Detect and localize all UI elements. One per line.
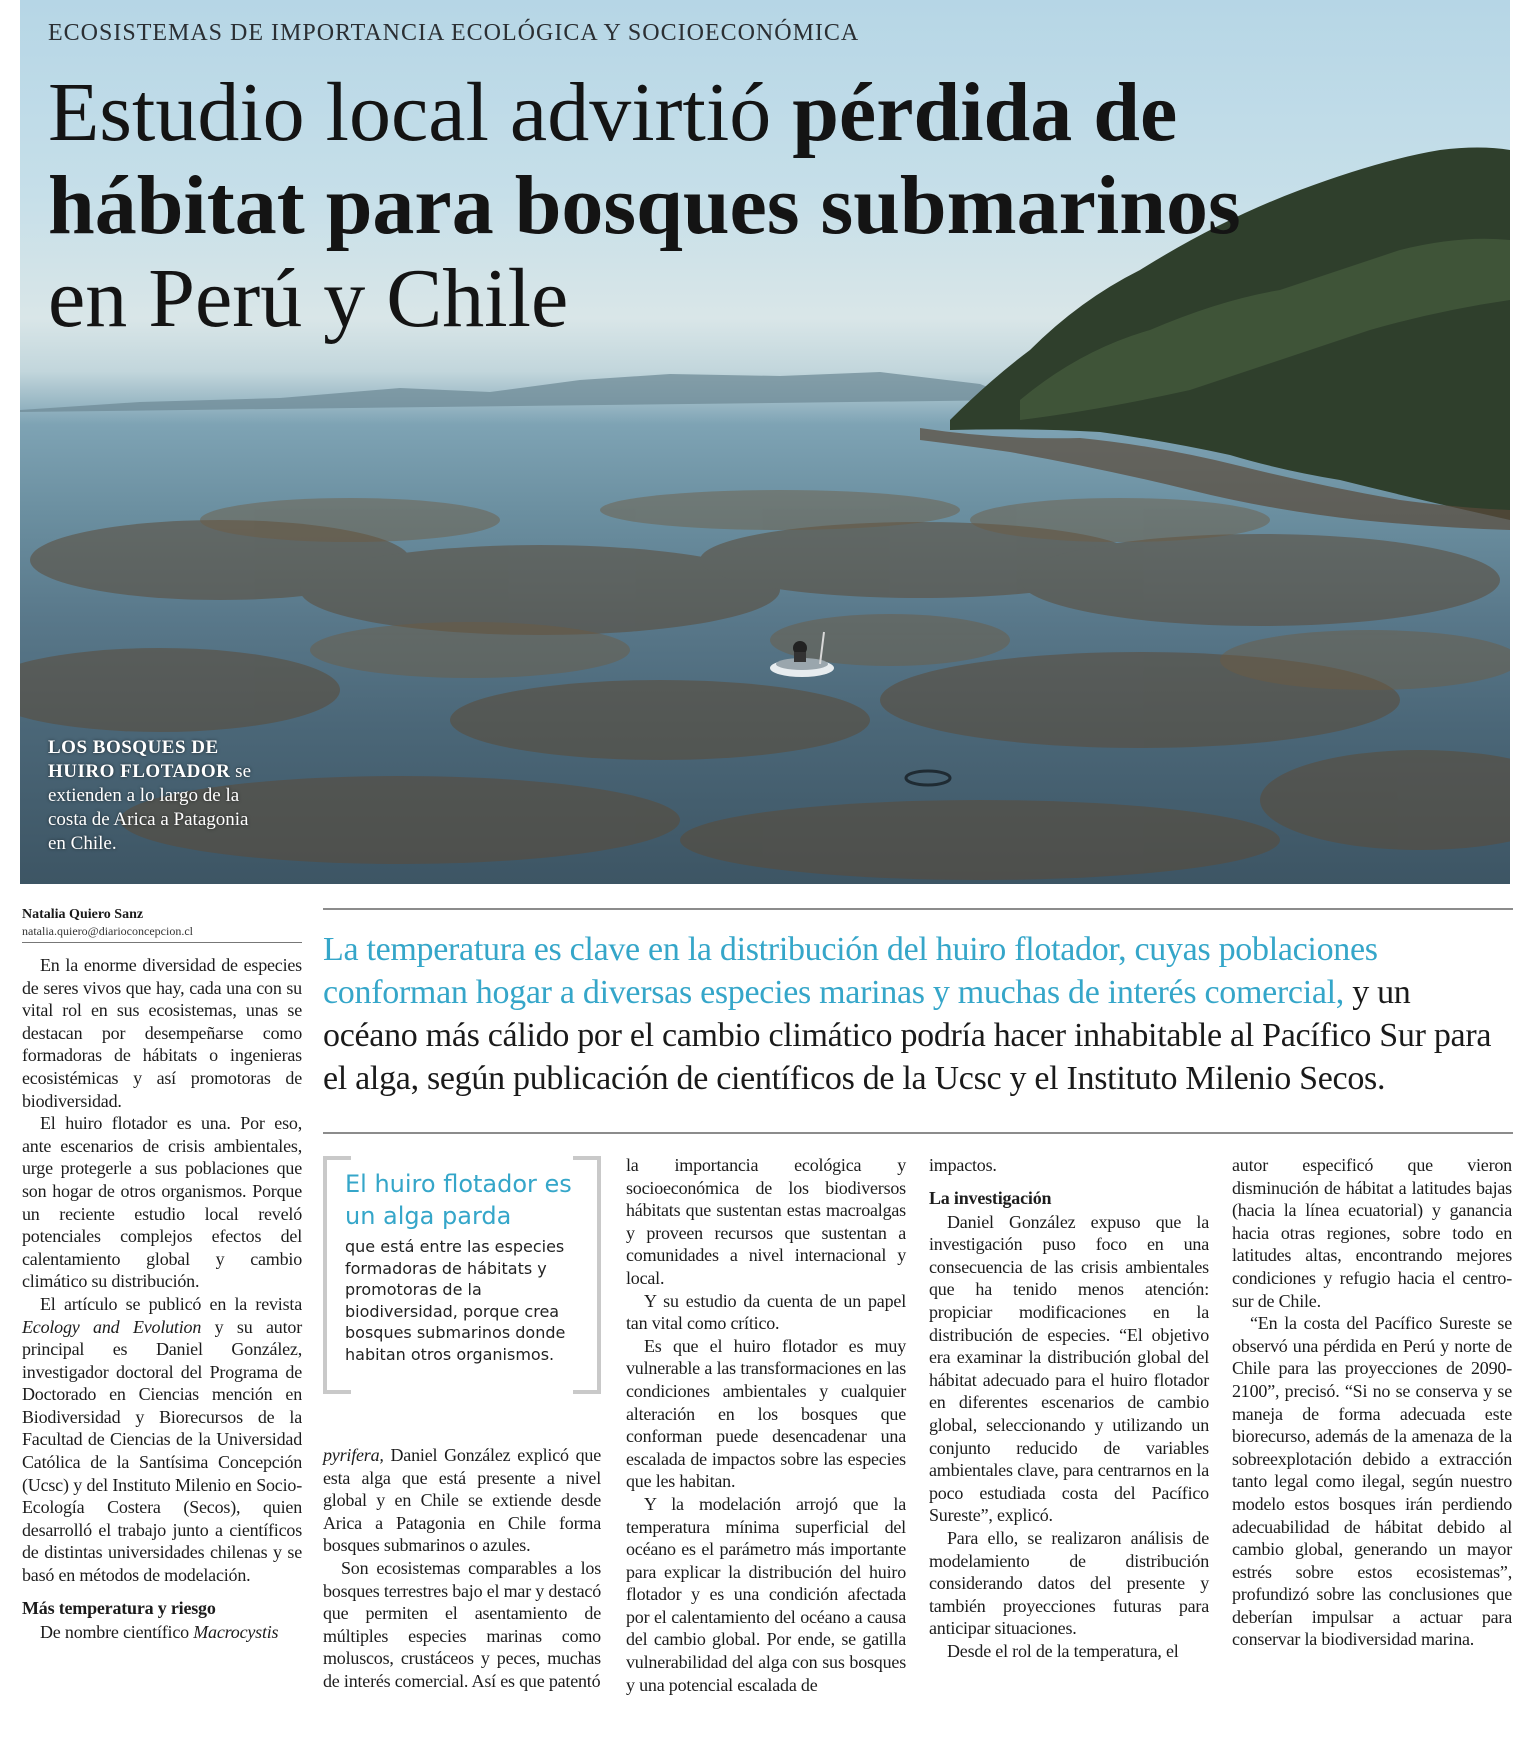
headline-part-1: Estudio local advirtió: [48, 66, 793, 159]
photo-caption-lead: LOS BOSQUES DE HUIRO FLOTADOR: [48, 737, 231, 782]
paragraph: Daniel González expuso que la investigación puso foco en una consecuencia de las crisis ambientales que ha tenido menos atención: propiciar modificaciones en la distribución de especies. “El objetivo era examinar la distribución global del hábitat adecuado para el huiro flotador en diferentes escenarios de cambio global, seleccionando y utilizando un conjunto reducido de variables ambientales clave, para centrarnos en la poco estudiada costa del Pacífico Sureste”, explicó.: [929, 1211, 1209, 1526]
paragraph: Y la modelación arrojó que la temperatura mínima superficial del océano es el parámetro más importante para explicar la distribución del huiro flotador y es una condición afectada por el calentamiento del océano a causa del cambio global. Por ende, se gatilla vulnerabilidad del alga con sus bosques y una potencial escalada de: [626, 1493, 906, 1695]
photo-caption-rest: se extienden a lo largo de la costa de Arica a Patagonia en Chile.: [48, 761, 251, 854]
paragraph: Desde el rol de la temperatura, el: [947, 1640, 1179, 1661]
journal-name: Ecology and Evolution: [22, 1316, 202, 1337]
paragraph: Es que el huiro flotador es muy vulnerable a las transformaciones en las condiciones ambientales y cualquier alteración en los bosques que conforman puede desencadenar una escalada de impactos sobre las especies que les habitan.: [626, 1335, 906, 1492]
headline-part-2: pérdida de hábitat para bosques submarinos: [48, 66, 1241, 252]
paragraph: [22, 1293, 302, 1587]
text-run: El artículo se publicó en la revista: [40, 1293, 302, 1314]
pull-quote-text: que está entre las especies formadoras de hábitats y promotoras de la biodiversidad, porque crea bosques submarinos donde habitan otros organismos.: [345, 1237, 566, 1364]
deck-highlight: La temperatura es clave en la distribución del huiro flotador, cuyas poblaciones conforman hogar a diversas especies marinas y muchas de interés comercial,: [323, 931, 1378, 1011]
deck-rest: y un océano más cálido por el cambio climático podría hacer inhabitable al Pacífico Sur para el alga, según publicación de científicos de la Ucsc y el Instituto Milenio Secos.: [323, 974, 1492, 1097]
subhead: Más temperatura y riesgo: [22, 1597, 216, 1618]
paragraph: autor especificó que vieron disminución de hábitat a latitudes bajas (hacia la línea ecuatorial) y ganancia hacia otras regiones, sobre todo en latitudes altas, encontrando mejores condiciones y refugio hacia el centro-sur de Chile.: [1232, 1155, 1512, 1311]
author-name: Natalia Quiero Sanz: [22, 907, 144, 922]
pull-quote-lead: El huiro flotador es un alga parda: [345, 1170, 572, 1230]
paragraph: [22, 1621, 302, 1644]
text-run: y su autor principal es Daniel González, investigador doctoral del Programa de Doctorado en Ciencias mención en Biodiversidad y Biorecursos de la Facultad de Ciencias de la Universidad Católica de la Santísima Concepción (Ucsc) y del Instituto Milenio en Socio-Ecología Costera (Secos), quien desarrolló el trabajo junto a científicos de distintas universidades chilenas y se basó en métodos de modelación.: [22, 1316, 302, 1586]
deck-top-rule: [323, 908, 1513, 910]
distant-shore: [20, 372, 1020, 412]
column-1: [22, 954, 302, 1643]
paragraph: [323, 1444, 601, 1557]
paragraph: Y su estudio da cuenta de un papel tan vital como crítico.: [626, 1290, 906, 1334]
deck: [323, 928, 1513, 1100]
author-email[interactable]: natalia.quiero@diarioconcepcion.cl: [22, 924, 193, 938]
paragraph: impactos.: [929, 1155, 997, 1175]
column-4: [929, 1154, 1209, 1662]
byline: [22, 906, 302, 939]
deck-bottom-rule: [323, 1132, 1513, 1134]
photo-caption: [48, 736, 268, 856]
paragraph: “En la costa del Pacífico Sureste se observó una pérdida en Perú y norte de Chile para las proyecciones de 2090-2100”, precisó. “Si no se conserva y se maneja de forma adecuada este biorecurso, además de la amenaza de la sobreexplotación debido a extracción tanto legal como ilegal, según nuestro modelo estos bosques irán perdiendo adecuabilidad de hábitat debido al cambio global, generando un mayor estrés sobre estos ecosistemas”, profundizó sobre las conclusiones que deberían impulsar a actuar para conservar la biodiversidad marina.: [1232, 1313, 1512, 1650]
headline: [48, 66, 1248, 345]
column-3: [626, 1154, 906, 1696]
byline-divider: [22, 942, 302, 943]
scientific-name: Macrocystis: [193, 1621, 279, 1642]
text-run: De nombre científico: [40, 1621, 194, 1642]
pull-quote: [323, 1148, 601, 1394]
paragraph: Son ecosistemas comparables a los bosques terrestres bajo el mar y destacó que permiten el asentamiento de múltiples especies marinas como moluscos, crustáceos y peces, muchas de interés comercial. Así es que patentó: [323, 1557, 601, 1691]
headline-part-3: en Perú y Chile: [48, 252, 569, 345]
section-kicker: ECOSISTEMAS DE IMPORTANCIA ECOLÓGICA Y SOCIOECONÓMICA: [48, 20, 860, 46]
text-run: Daniel González explicó que esta alga que está presente a nivel global y en Chile se extiende desde Arica a Patagonia en Chile forma bosques submarinos o azules.: [323, 1445, 601, 1556]
column-2: [323, 1444, 601, 1693]
column-5: [1232, 1154, 1512, 1651]
paragraph: El huiro flotador es una. Por eso, ante escenarios de crisis ambientales, urge protegerle a sus poblaciones que son hogar de otros organismos. Porque un reciente estudio local reveló potenciales complejos efectos del calentamiento global y cambio climático su distribución.: [22, 1113, 302, 1292]
kelp-forest-photo: [20, 0, 1510, 884]
scientific-name: pyrifera,: [323, 1445, 384, 1465]
paragraph: En la enorme diversidad de especies de seres vivos que hay, cada una con su vital rol en sus ecosistemas, unas se destacan por desempeñarse como formadoras de hábitats o ingenieras ecosistémicas y así promotoras de biodiversidad.: [22, 955, 302, 1111]
paragraph: la importancia ecológica y socioeconómica de los biodiversos hábitats que sustentan estas macroalgas y proveen recursos que sustentan a comunidades a nivel internacional y local.: [626, 1155, 906, 1288]
paragraph: Para ello, se realizaron análisis de modelamiento de distribución considerando datos del presente y también proyecciones futuras para anticipar situaciones.: [929, 1527, 1209, 1639]
subhead: La investigación: [929, 1187, 1052, 1208]
diver-ripple: [906, 771, 950, 785]
